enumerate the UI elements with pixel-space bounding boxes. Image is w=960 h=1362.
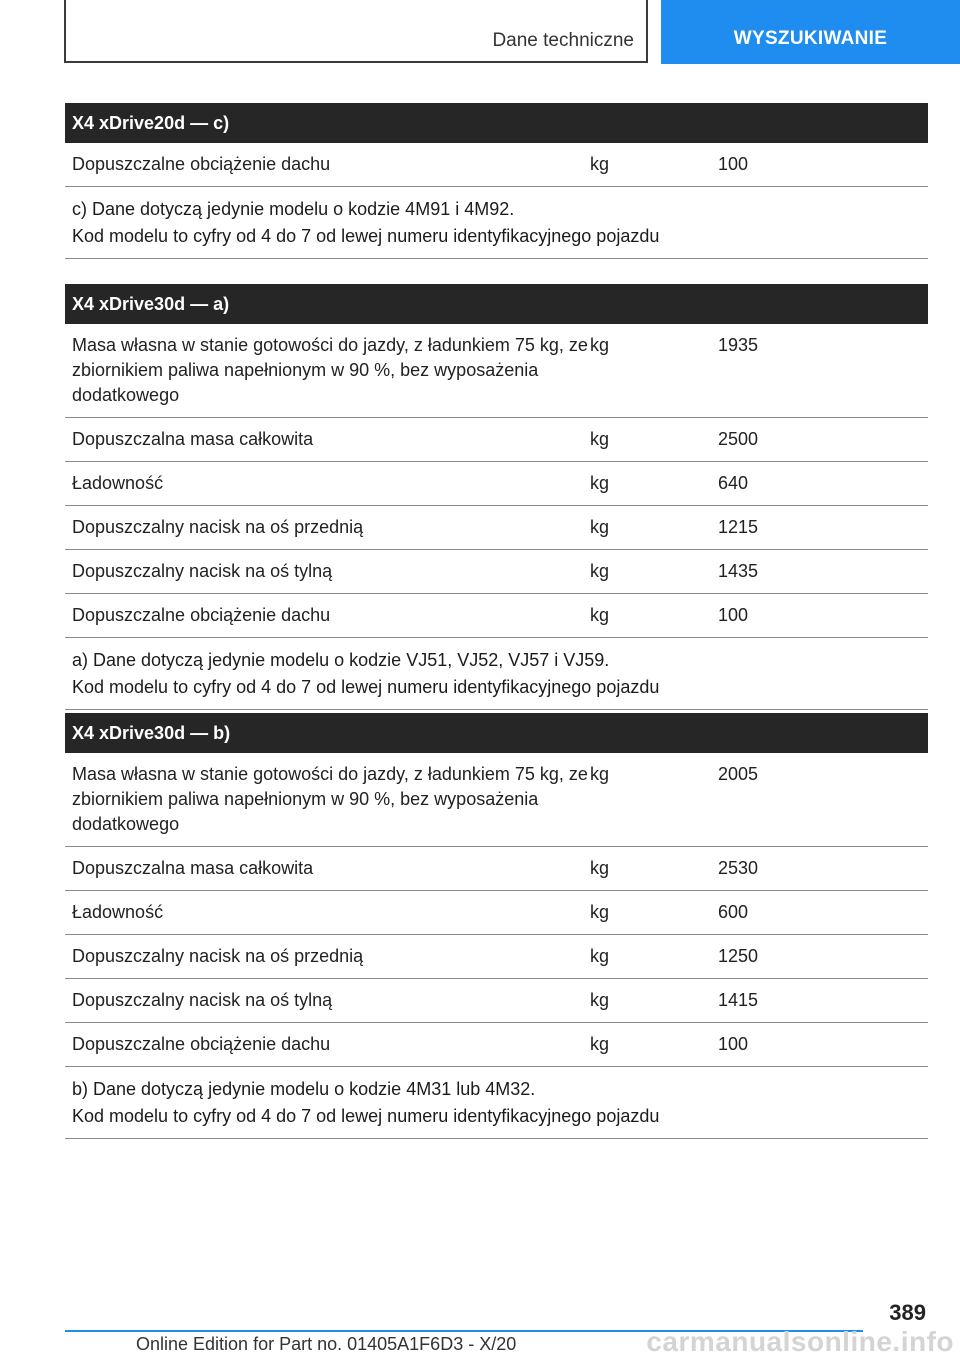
row-value: 2530: [718, 858, 759, 878]
row-unit: kg: [590, 561, 610, 581]
row-value: 2005: [718, 764, 759, 784]
footnote-line: a) Dane dotyczą jedynie modelu o kodzie VJ51, VJ52, VJ57 i VJ59.: [72, 650, 610, 670]
row-label: Dopuszczalne obciążenie dachu: [72, 154, 331, 174]
section-tab[interactable]: [64, 0, 648, 63]
row-value: 100: [718, 154, 749, 174]
table-row: [65, 143, 928, 187]
row-value: 1250: [718, 946, 759, 966]
row-label: Dopuszczalny nacisk na oś przednią: [72, 946, 364, 966]
footnote-line: b) Dane dotyczą jedynie modelu o kodzie 4M31 lub 4M32.: [72, 1079, 536, 1099]
table-row: [65, 979, 928, 1023]
row-label: Masa własna w stanie gotowości do jazdy, z ładunkiem 75 kg, ze zbiornikiem paliwa napełnionym w 90 %, bez wyposażenia dodatkowego: [72, 764, 588, 834]
row-label: Dopuszczalne obciążenie dachu: [72, 605, 331, 625]
table-row: [65, 847, 928, 891]
footnote-line: Kod modelu to cyfry od 4 do 7 od lewej numeru identyfikacyjnego pojazdu: [72, 1106, 660, 1126]
row-unit: kg: [590, 335, 610, 355]
row-value: 1935: [718, 335, 759, 355]
footnote-line: Kod modelu to cyfry od 4 do 7 od lewej numeru identyfikacyjnego pojazdu: [72, 226, 660, 246]
spec-table-x4-xdrive30d-b: [65, 713, 928, 1139]
row-unit: kg: [590, 473, 610, 493]
row-label: Ładowność: [72, 473, 164, 493]
row-label: Ładowność: [72, 902, 164, 922]
row-label: Dopuszczalny nacisk na oś przednią: [72, 517, 364, 537]
table-row: [65, 891, 928, 935]
row-unit: kg: [590, 154, 610, 174]
table-row: [65, 753, 928, 847]
table-row: [65, 462, 928, 506]
table-footnote: [65, 638, 928, 710]
row-unit: kg: [590, 764, 610, 784]
table-row: [65, 506, 928, 550]
footnote-line: Kod modelu to cyfry od 4 do 7 od lewej numeru identyfikacyjnego pojazdu: [72, 677, 660, 697]
row-label: Dopuszczalne obciążenie dachu: [72, 1034, 331, 1054]
row-value: 600: [718, 902, 749, 922]
row-value: 1435: [718, 561, 759, 581]
row-label: Dopuszczalna masa całkowita: [72, 429, 314, 449]
row-label: Masa własna w stanie gotowości do jazdy, z ładunkiem 75 kg, ze zbiornikiem paliwa napełnionym w 90 %, bez wyposażenia dodatkowego: [72, 335, 588, 405]
row-unit: kg: [590, 902, 610, 922]
edition-link[interactable]: Online Edition for Part no. 01405A1F6D3 - X/20: [136, 1334, 517, 1354]
table-title: X4 xDrive30d — b): [65, 713, 928, 753]
row-value: 2500: [718, 429, 759, 449]
spec-table-x4-xdrive20d-c: [65, 103, 928, 259]
table-row: [65, 935, 928, 979]
section-title: Dane techniczne: [492, 30, 634, 51]
table-footnote: [65, 1067, 928, 1139]
row-unit: kg: [590, 1034, 610, 1054]
row-unit: kg: [590, 429, 610, 449]
table-row: [65, 594, 928, 638]
table-row: [65, 418, 928, 462]
row-value: 100: [718, 605, 749, 625]
row-unit: kg: [590, 517, 610, 537]
row-value: 1215: [718, 517, 759, 537]
row-unit: kg: [590, 858, 610, 878]
row-value: 640: [718, 473, 749, 493]
row-unit: kg: [590, 946, 610, 966]
spec-table-x4-xdrive30d-a: [65, 284, 928, 710]
table-row: [65, 324, 928, 418]
search-button[interactable]: WYSZUKIWANIE: [661, 0, 960, 64]
table-row: [65, 550, 928, 594]
table-title: X4 xDrive30d — a): [65, 284, 928, 324]
page-number: 389: [889, 1300, 926, 1325]
row-value: 100: [718, 1034, 749, 1054]
table-row: [65, 1023, 928, 1067]
watermark-text: carmanualsonline.info: [646, 1326, 954, 1357]
row-label: Dopuszczalny nacisk na oś tylną: [72, 990, 333, 1010]
table-footnote: [65, 187, 928, 259]
table-title: X4 xDrive20d — c): [65, 103, 928, 143]
page-header: [0, 0, 960, 66]
row-unit: kg: [590, 605, 610, 625]
row-value: 1415: [718, 990, 759, 1010]
row-unit: kg: [590, 990, 610, 1010]
row-label: Dopuszczalna masa całkowita: [72, 858, 314, 878]
row-label: Dopuszczalny nacisk na oś tylną: [72, 561, 333, 581]
footnote-line: c) Dane dotyczą jedynie modelu o kodzie 4M91 i 4M92.: [72, 199, 515, 219]
